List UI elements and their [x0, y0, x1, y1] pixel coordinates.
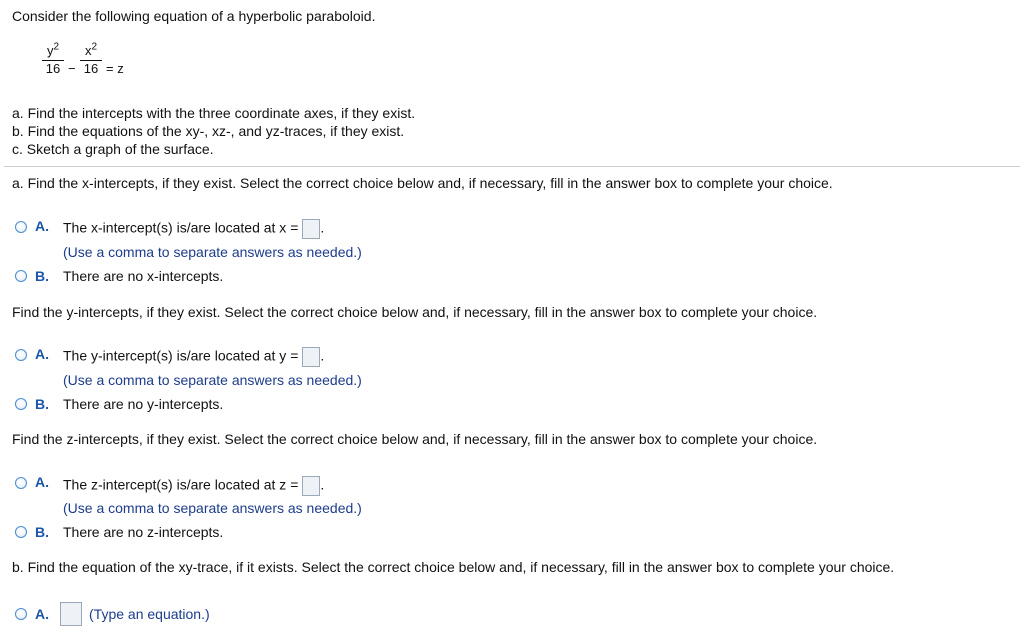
part-a-description: a. Find the intercepts with the three coordinate axes, if they exist.: [12, 105, 416, 121]
x-choice-a-label: The x-intercept(s) is/are located at x =: [63, 219, 299, 236]
y-choice-a-hint: (Use a comma to separate answers as needed.): [63, 372, 362, 388]
equation-minus: −: [68, 61, 76, 76]
y-choice-b-text: There are no y-intercepts.: [63, 396, 224, 412]
z-choice-b-radio[interactable]: [15, 526, 27, 538]
y-choice-b-letter: B.: [35, 396, 49, 412]
y-choice-a-label: The y-intercept(s) is/are located at y =: [63, 347, 299, 364]
z-intercept-answer-box[interactable]: [302, 476, 320, 496]
y-intercept-answer-box[interactable]: [302, 347, 320, 367]
z-choice-b-text: There are no z-intercepts.: [63, 524, 224, 540]
frac1-denominator: 16: [45, 61, 61, 76]
y-intercepts-prompt: Find the y-intercepts, if they exist. Select the correct choice below and, if necessary, fill in the answer box to complete your choice.: [12, 304, 818, 320]
z-choice-a-radio[interactable]: [15, 477, 27, 489]
x-choice-a-period: .: [320, 219, 325, 236]
xy-trace-choice-a-letter: A.: [35, 606, 49, 622]
y-choice-a-radio[interactable]: [15, 349, 27, 361]
x-choice-a-letter: A.: [35, 218, 49, 234]
z-choice-b-letter: B.: [35, 524, 49, 540]
z-choice-a-label: The z-intercept(s) is/are located at z =: [63, 476, 299, 493]
frac2-denominator: 16: [83, 61, 99, 76]
z-choice-a-text: [63, 476, 324, 496]
y-choice-a-period: .: [320, 347, 325, 364]
part-b-description: b. Find the equations of the xy-, xz-, and yz-traces, if they exist.: [12, 123, 405, 139]
frac1-numerator-base: y: [46, 43, 54, 58]
equation-fraction-2: [80, 41, 102, 76]
frac2-numerator-exponent: 2: [91, 41, 98, 53]
y-choice-a-text: [63, 347, 324, 367]
z-choice-a-letter: A.: [35, 474, 49, 490]
x-intercept-answer-box[interactable]: [302, 219, 320, 239]
y-choice-b-radio[interactable]: [15, 398, 27, 410]
z-intercepts-prompt: Find the z-intercepts, if they exist. Select the correct choice below and, if necessary, fill in the answer box to complete your choice.: [12, 431, 818, 447]
x-choice-b-radio[interactable]: [15, 270, 27, 282]
z-choice-a-hint: (Use a comma to separate answers as needed.): [63, 500, 362, 516]
frac1-numerator-exponent: 2: [53, 41, 60, 53]
xy-trace-answer-box[interactable]: [60, 602, 82, 626]
section-divider: [4, 166, 1020, 167]
equation-rhs: = z: [106, 61, 124, 76]
x-choice-b-letter: B.: [35, 268, 49, 284]
part-c-description: c. Sketch a graph of the surface.: [12, 141, 214, 157]
x-intercepts-prompt: a. Find the x-intercepts, if they exist. Select the correct choice below and, if necessary, fill in the answer box to complete your choice.: [12, 175, 833, 191]
problem-intro: Consider the following equation of a hyperbolic paraboloid.: [12, 8, 376, 24]
x-choice-b-text: There are no x-intercepts.: [63, 268, 224, 284]
xy-trace-choice-a-radio[interactable]: [15, 608, 27, 620]
x-choice-a-hint: (Use a comma to separate answers as needed.): [63, 244, 362, 260]
frac2-numerator-base: x: [84, 43, 92, 58]
x-choice-a-radio[interactable]: [15, 221, 27, 233]
equation-fraction-1: [42, 41, 64, 76]
xy-trace-prompt: b. Find the equation of the xy-trace, if it exists. Select the correct choice below and, if necessary, fill in the answer box to complete your choice.: [12, 559, 895, 575]
xy-trace-choice-a-hint: (Type an equation.): [89, 606, 210, 622]
z-choice-a-period: .: [320, 476, 325, 493]
y-choice-a-letter: A.: [35, 346, 49, 362]
x-choice-a-text: [63, 219, 324, 239]
